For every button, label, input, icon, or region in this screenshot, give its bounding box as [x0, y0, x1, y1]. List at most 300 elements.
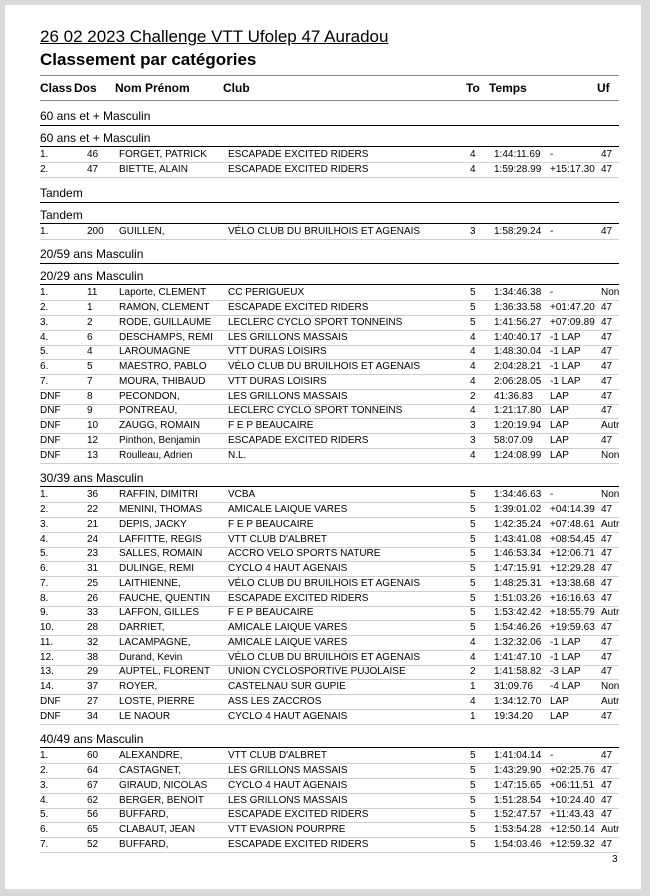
result-row: [40, 621, 619, 636]
category-rule: [40, 284, 619, 285]
cell-name: Pinthon, Benjamin: [119, 434, 201, 446]
cell-name: RAMON, CLEMENT: [119, 302, 210, 313]
cell-uf: Non: [601, 449, 620, 461]
cell-rank: DNF: [40, 449, 61, 461]
cell-time: 1:58:29.24: [494, 225, 542, 237]
cell-time: 1:41:56.27: [494, 316, 542, 328]
cell-uf: 47: [601, 794, 613, 806]
category-heading: 60 ans et + Masculin: [40, 131, 151, 145]
result-row: [40, 823, 619, 838]
cell-uf: 47: [601, 405, 613, 417]
cell-name: MAESTRO, PABLO: [119, 361, 207, 372]
cell-bib: 23: [87, 548, 99, 560]
cell-gap: -4 LAP: [550, 681, 581, 692]
cell-rank: 6.: [40, 361, 49, 372]
cell-bib: 65: [87, 824, 99, 835]
cell-gap: +16:16.63: [550, 592, 595, 604]
cell-laps: 5: [470, 577, 476, 589]
cell-uf: 47: [601, 225, 613, 237]
cell-bib: 32: [87, 636, 99, 648]
cell-rank: 4.: [40, 794, 49, 806]
cell-name: BUFFARD,: [119, 809, 169, 821]
cell-rank: 10.: [40, 622, 54, 633]
cell-gap: +11:43.43: [550, 809, 595, 821]
cell-bib: 9: [87, 405, 93, 417]
cell-gap: -: [550, 750, 554, 762]
cell-bib: 10: [87, 420, 99, 431]
cell-club: CASTELNAU SUR GUPIE: [228, 681, 346, 692]
cell-time: 1:41:47.10: [494, 651, 542, 663]
cell-club: ESCAPADE EXCITED RIDERS: [228, 592, 369, 604]
result-row: [40, 419, 619, 434]
page-number: 3: [612, 854, 618, 865]
group-rule: [40, 263, 619, 264]
cell-uf: 47: [601, 504, 613, 515]
cell-laps: 5: [470, 489, 476, 501]
category-heading: 20/29 ans Masculin: [40, 269, 144, 284]
cell-name: LAROUMAGNE: [119, 346, 191, 358]
cell-rank: 7.: [40, 577, 49, 589]
cell-time: 1:20:19.94: [494, 420, 542, 431]
cell-time: 31:09.76: [494, 681, 533, 692]
cell-bib: 33: [87, 607, 99, 619]
cell-bib: 21: [87, 518, 99, 530]
cell-club: ESCAPADE EXCITED RIDERS: [228, 149, 369, 160]
cell-laps: 4: [470, 346, 476, 358]
cell-name: Laporte, CLEMENT: [119, 287, 207, 299]
cell-time: 1:48:30.04: [494, 346, 542, 358]
cell-bib: 200: [87, 225, 104, 237]
cell-name: PONTREAU,: [119, 405, 178, 417]
cell-rank: DNF: [40, 390, 61, 402]
cell-club: AMICALE LAIQUE VARES: [228, 622, 348, 633]
results-page: [5, 5, 641, 889]
cell-bib: 5: [87, 361, 93, 372]
cell-bib: 37: [87, 681, 99, 692]
cell-name: DARRIET,: [119, 622, 165, 633]
cell-rank: DNF: [40, 434, 61, 446]
cell-bib: 34: [87, 710, 99, 722]
cell-uf: Autr: [601, 695, 620, 707]
cell-laps: 5: [470, 533, 476, 545]
cell-name: LAFFON, GILLES: [119, 607, 200, 619]
category-heading: 40/49 ans Masculin: [40, 732, 144, 747]
cell-uf: 47: [601, 390, 613, 402]
cell-time: 1:34:46.38: [494, 287, 542, 299]
cell-gap: +07:09.89: [550, 316, 595, 328]
cell-time: 1:36:33.58: [494, 302, 542, 313]
cell-laps: 5: [470, 316, 476, 328]
cell-name: PECONDON,: [119, 390, 180, 402]
cell-uf: 47: [601, 750, 613, 762]
column-header-class: Class: [40, 81, 73, 95]
cell-time: 1:59:28.99: [494, 163, 542, 175]
cell-uf: Autr: [601, 420, 620, 431]
cell-time: 1:41:04.14: [494, 750, 542, 762]
cell-laps: 2: [470, 666, 476, 678]
cell-uf: 47: [601, 577, 613, 589]
cell-uf: 47: [601, 163, 613, 175]
cell-bib: 67: [87, 779, 99, 791]
cell-uf: Autr: [601, 518, 620, 530]
cell-uf: Non: [601, 287, 620, 299]
cell-name: BUFFARD,: [119, 838, 169, 850]
cell-club: AMICALE LAIQUE VARES: [228, 636, 348, 648]
cell-laps: 5: [470, 563, 476, 574]
cell-bib: 8: [87, 390, 93, 402]
cell-time: 1:42:35.24: [494, 518, 542, 530]
result-row: [40, 710, 619, 725]
cell-rank: 3.: [40, 518, 49, 530]
cell-name: Roulleau, Adrien: [119, 449, 193, 461]
cell-uf: 47: [601, 563, 613, 574]
cell-time: 2:06:28.05: [494, 375, 542, 387]
result-row: [40, 636, 619, 651]
cell-uf: 47: [601, 331, 613, 343]
cell-bib: 22: [87, 504, 99, 515]
cell-time: 1:43:29.90: [494, 765, 542, 776]
cell-club: ESCAPADE EXCITED RIDERS: [228, 302, 369, 313]
cell-uf: 47: [601, 592, 613, 604]
cell-rank: 6.: [40, 824, 49, 835]
cell-laps: 4: [470, 331, 476, 343]
result-row: [40, 390, 619, 405]
cell-bib: 11: [87, 287, 98, 299]
header-top-rule: [40, 75, 619, 76]
result-row: [40, 665, 619, 680]
column-header-nom-prenom: Nom Prénom: [115, 81, 190, 95]
cell-rank: 12.: [40, 651, 54, 663]
cell-name: CASTAGNET,: [119, 765, 182, 776]
cell-time: 1:44:11.69: [494, 149, 541, 160]
cell-rank: 9.: [40, 607, 49, 619]
result-row: [40, 764, 619, 779]
cell-rank: 1.: [40, 149, 49, 160]
cell-laps: 4: [470, 361, 476, 372]
cell-laps: 4: [470, 695, 476, 707]
result-row: [40, 316, 619, 331]
cell-gap: +07:48.61: [550, 518, 595, 530]
cell-laps: 5: [470, 287, 476, 299]
cell-gap: LAP: [550, 390, 569, 402]
cell-time: 1:53:42.42: [494, 607, 542, 619]
cell-rank: 5.: [40, 346, 49, 358]
cell-gap: -1 LAP: [550, 636, 581, 648]
cell-rank: 14.: [40, 681, 54, 692]
cell-name: CLABAUT, JEAN: [119, 824, 196, 835]
cell-laps: 4: [470, 449, 476, 461]
cell-laps: 5: [470, 592, 476, 604]
result-row: [40, 779, 619, 794]
result-row: [40, 148, 619, 163]
result-row: [40, 562, 619, 577]
result-row: [40, 286, 619, 301]
cell-time: 1:24:08.99: [494, 449, 542, 461]
cell-laps: 4: [470, 163, 476, 175]
cell-club: CYCLO 4 HAUT AGENAIS: [228, 563, 348, 574]
cell-uf: 47: [601, 533, 613, 545]
cell-gap: LAP: [550, 434, 569, 446]
cell-time: 1:54:46.26: [494, 622, 542, 633]
group-heading: Tandem: [40, 185, 83, 200]
column-header-to: To: [466, 81, 480, 95]
cell-time: 1:46:53.34: [494, 548, 542, 560]
result-row: [40, 533, 619, 548]
cell-name: MENINI, THOMAS: [119, 504, 203, 515]
column-header-temps: Temps: [489, 81, 527, 95]
cell-uf: Non: [601, 489, 620, 501]
cell-rank: 13.: [40, 666, 54, 678]
cell-rank: DNF: [40, 695, 61, 707]
cell-time: 1:47:15.91: [494, 563, 542, 574]
group-heading: 20/59 ans Masculin: [40, 247, 144, 262]
cell-rank: 8.: [40, 592, 49, 604]
cell-name: AUPTEL, FLORENT: [119, 666, 211, 678]
cell-rank: 1.: [40, 287, 49, 299]
cell-laps: 3: [470, 225, 476, 237]
cell-gap: -1 LAP: [550, 361, 581, 372]
cell-time: 1:48:25.31: [494, 577, 542, 589]
cell-club: LES GRILLONS MASSAIS: [228, 765, 348, 776]
cell-club: VÉLO CLUB DU BRUILHOIS ET AGENAIS: [228, 361, 421, 372]
cell-uf: 47: [601, 666, 613, 678]
cell-name: RODE, GUILLAUME: [119, 316, 212, 328]
cell-laps: 5: [470, 794, 476, 806]
cell-rank: DNF: [40, 420, 61, 431]
cell-bib: 64: [87, 765, 99, 776]
cell-uf: 47: [601, 765, 613, 776]
cell-gap: +15:17.30: [550, 163, 595, 175]
cell-uf: 47: [601, 316, 613, 328]
cell-club: ESCAPADE EXCITED RIDERS: [228, 838, 369, 850]
cell-rank: 6.: [40, 563, 49, 574]
result-row: [40, 749, 619, 764]
cell-uf: 47: [601, 636, 613, 648]
cell-time: 1:21:17.80: [494, 405, 542, 417]
cell-time: 1:32:32.06: [494, 636, 542, 648]
cell-club: VTT EVASION POURPRE: [228, 824, 346, 835]
cell-club: VÉLO CLUB DU BRUILHOIS ET AGENAIS: [228, 651, 421, 663]
cell-club: UNION CYCLOSPORTIVE PUJOLAISE: [228, 666, 406, 678]
cell-bib: 62: [87, 794, 99, 806]
cell-uf: 47: [601, 838, 613, 850]
result-row: [40, 449, 619, 464]
cell-time: 1:53:54.28: [494, 824, 542, 835]
cell-time: 1:51:28.54: [494, 794, 542, 806]
cell-club: CYCLO 4 HAUT AGENAIS: [228, 779, 348, 791]
cell-rank: 2.: [40, 765, 49, 776]
cell-bib: 29: [87, 666, 99, 678]
cell-club: LES GRILLONS MASSAIS: [228, 390, 348, 402]
group-heading: 60 ans et + Masculin: [40, 109, 151, 123]
cell-gap: -1 LAP: [550, 375, 581, 387]
cell-gap: LAP: [550, 405, 569, 417]
result-row: [40, 794, 619, 809]
cell-club: VÉLO CLUB DU BRUILHOIS ET AGENAIS: [228, 577, 421, 589]
cell-time: 2:04:28.21: [494, 361, 542, 372]
cell-rank: 2.: [40, 504, 49, 515]
column-header-uf: Uf: [597, 81, 610, 95]
category-heading: 30/39 ans Masculin: [40, 471, 144, 486]
cell-laps: 4: [470, 636, 476, 648]
cell-bib: 2: [87, 316, 93, 328]
cell-name: LACAMPAGNE,: [119, 636, 191, 648]
cell-rank: 4.: [40, 331, 49, 343]
cell-time: 1:54:03.46: [494, 838, 542, 850]
cell-gap: -1 LAP: [550, 346, 581, 358]
cell-uf: 47: [601, 361, 613, 372]
cell-rank: 3.: [40, 316, 49, 328]
cell-gap: +13:38.68: [550, 577, 595, 589]
cell-laps: 3: [470, 434, 476, 446]
cell-rank: 3.: [40, 779, 49, 791]
cell-bib: 60: [87, 750, 99, 762]
cell-name: LOSTE, PIERRE: [119, 695, 195, 707]
cell-club: N.L.: [228, 449, 247, 461]
cell-uf: Autr: [601, 607, 620, 619]
result-row: [40, 651, 619, 666]
cell-time: 1:40:40.17: [494, 331, 542, 343]
cell-uf: 47: [601, 346, 613, 358]
cell-time: 1:34:46.63: [494, 489, 542, 501]
cell-rank: DNF: [40, 405, 61, 417]
cell-rank: 5.: [40, 548, 49, 560]
result-row: [40, 577, 619, 592]
cell-gap: +02:25.76: [550, 765, 595, 776]
result-row: [40, 301, 619, 316]
cell-uf: 47: [601, 548, 613, 560]
cell-name: GIRAUD, NICOLAS: [119, 779, 208, 791]
cell-club: LECLERC CYCLO SPORT TONNEINS: [228, 316, 403, 328]
result-row: [40, 808, 619, 823]
cell-laps: 5: [470, 838, 476, 850]
cell-uf: 47: [601, 375, 613, 387]
result-row: [40, 695, 619, 710]
cell-laps: 5: [470, 518, 476, 530]
cell-gap: LAP: [550, 420, 569, 431]
cell-club: F E P BEAUCAIRE: [228, 607, 314, 619]
cell-name: LAFFITTE, REGIS: [119, 533, 202, 545]
cell-gap: +10:24.40: [550, 794, 595, 806]
column-header-club: Club: [223, 81, 250, 95]
cell-bib: 38: [87, 651, 99, 663]
result-row: [40, 404, 619, 419]
cell-club: ASS LES ZACCROS: [228, 695, 322, 707]
cell-bib: 25: [87, 577, 99, 589]
category-heading: Tandem: [40, 207, 83, 222]
cell-uf: 47: [601, 710, 613, 722]
result-row: [40, 547, 619, 562]
cell-gap: -: [550, 287, 554, 299]
cell-rank: DNF: [40, 710, 61, 722]
cell-laps: 5: [470, 302, 476, 313]
cell-club: F E P BEAUCAIRE: [228, 420, 314, 431]
cell-bib: 6: [87, 331, 93, 343]
page-subtitle: Classement par catégories: [40, 50, 257, 69]
cell-uf: 47: [601, 809, 613, 821]
cell-name: GUILLEN,: [119, 225, 165, 237]
cell-laps: 5: [470, 824, 476, 835]
category-rule: [40, 747, 619, 748]
cell-time: 58:07.09: [494, 434, 533, 446]
cell-club: VTT CLUB D'ALBRET: [228, 533, 327, 545]
cell-laps: 5: [470, 765, 476, 776]
cell-gap: LAP: [550, 695, 569, 707]
cell-name: MOURA, THIBAUD: [119, 375, 206, 387]
cell-name: Durand, Kevin: [119, 651, 183, 663]
cell-name: LAITHIENNE,: [119, 577, 181, 589]
cell-gap: LAP: [550, 449, 569, 461]
cell-time: 1:41:58.82: [494, 666, 542, 678]
cell-rank: 1.: [40, 225, 49, 237]
cell-laps: 1: [470, 681, 476, 692]
cell-uf: 47: [601, 434, 613, 446]
cell-time: 1:52:47.57: [494, 809, 542, 821]
cell-gap: +19:59.63: [550, 622, 595, 633]
cell-club: VCBA: [228, 489, 256, 501]
cell-time: 1:47:15.65: [494, 779, 542, 791]
group-rule: [40, 125, 619, 126]
cell-name: SALLES, ROMAIN: [119, 548, 203, 560]
cell-bib: 47: [87, 163, 99, 175]
cell-laps: 5: [470, 548, 476, 560]
result-row: [40, 518, 619, 533]
cell-bib: 12: [87, 434, 99, 446]
cell-club: VÉLO CLUB DU BRUILHOIS ET AGENAIS: [228, 225, 421, 237]
cell-rank: 7.: [40, 375, 49, 387]
cell-name: LE NAOUR: [119, 710, 171, 722]
cell-name: ROYER,: [119, 681, 158, 692]
cell-bib: 28: [87, 622, 99, 633]
cell-rank: 7.: [40, 838, 49, 850]
cell-gap: +18:55.79: [550, 607, 595, 619]
result-row: [40, 592, 619, 607]
cell-name: RAFFIN, DIMITRI: [119, 489, 198, 501]
cell-club: ESCAPADE EXCITED RIDERS: [228, 163, 369, 175]
cell-club: CC PERIGUEUX: [228, 287, 305, 299]
cell-bib: 4: [87, 346, 93, 358]
cell-uf: 47: [601, 779, 613, 791]
cell-rank: 1.: [40, 489, 49, 501]
cell-bib: 7: [87, 375, 93, 387]
cell-rank: 2.: [40, 302, 49, 313]
cell-bib: 13: [87, 449, 99, 461]
cell-uf: 47: [601, 651, 613, 663]
cell-laps: 4: [470, 375, 476, 387]
result-row: [40, 503, 619, 518]
cell-gap: -3 LAP: [550, 666, 581, 678]
cell-uf: 47: [601, 149, 613, 160]
result-row: [40, 331, 619, 346]
cell-club: VTT CLUB D'ALBRET: [228, 750, 327, 762]
cell-bib: 46: [87, 149, 99, 160]
cell-gap: +12:59.32: [550, 838, 595, 850]
cell-laps: 4: [470, 651, 476, 663]
result-row: [40, 488, 619, 503]
cell-bib: 36: [87, 489, 99, 501]
cell-bib: 31: [87, 563, 99, 574]
cell-laps: 3: [470, 420, 476, 431]
cell-rank: 1.: [40, 750, 49, 762]
cell-laps: 5: [470, 622, 476, 633]
cell-gap: +12:29.28: [550, 563, 595, 574]
cell-club: LES GRILLONS MASSAIS: [228, 794, 348, 806]
cell-uf: 47: [601, 622, 613, 633]
cell-club: CYCLO 4 HAUT AGENAIS: [228, 710, 348, 722]
cell-laps: 5: [470, 504, 476, 515]
cell-name: DULINGE, REMI: [119, 563, 195, 574]
result-row: [40, 163, 619, 178]
